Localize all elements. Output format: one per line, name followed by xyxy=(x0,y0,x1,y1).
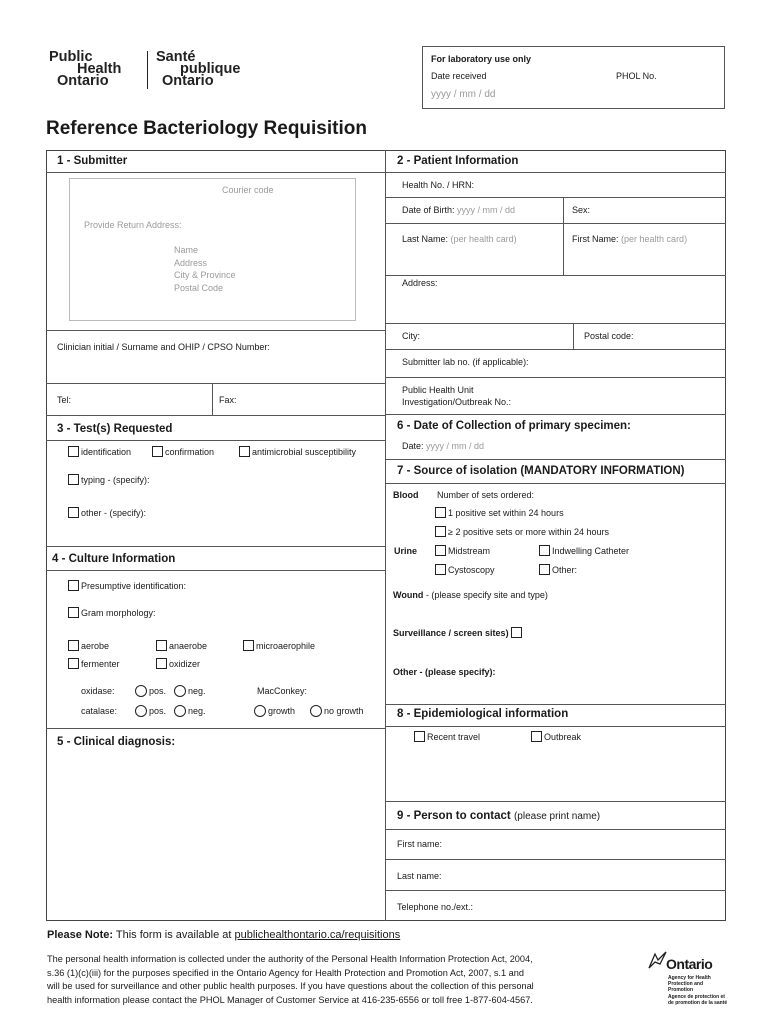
culture-microaerophile[interactable] xyxy=(243,640,315,651)
label: neg. xyxy=(188,706,206,716)
logo-fr-line1: Santé xyxy=(156,49,196,65)
label: Recent travel xyxy=(427,732,481,742)
note-text: This form is available at xyxy=(115,929,232,941)
label: growth xyxy=(268,706,296,716)
radio-icon xyxy=(135,685,147,697)
test-confirmation[interactable] xyxy=(152,446,214,457)
divider xyxy=(46,415,385,416)
s8-title: 8 - Epidemiological information xyxy=(397,708,569,720)
s6-title: 6 - Date of Collection of primary specimen: xyxy=(397,420,631,432)
wound-field[interactable] xyxy=(393,590,548,600)
divider xyxy=(385,726,726,727)
label: Presumptive identification: xyxy=(81,581,187,591)
checkbox-icon xyxy=(239,446,250,457)
radio-icon xyxy=(174,685,186,697)
urine-cystoscopy[interactable] xyxy=(435,564,495,575)
divider xyxy=(385,859,726,860)
label: confirmation xyxy=(165,447,215,457)
radio-icon xyxy=(310,705,322,717)
divider xyxy=(385,414,726,415)
please-note xyxy=(47,929,400,941)
divider xyxy=(385,197,726,198)
epi-outbreak[interactable] xyxy=(531,731,581,742)
label: oxidizer xyxy=(169,659,201,669)
first-name-field[interactable] xyxy=(572,234,687,244)
courier-code: Courier code xyxy=(222,185,274,195)
label: Indwelling Catheter xyxy=(552,546,630,556)
culture-presumptive[interactable] xyxy=(68,580,186,591)
checkbox-icon xyxy=(68,474,79,485)
divider xyxy=(46,570,385,571)
s9-title-note: (please print name) xyxy=(513,811,601,822)
logo-en-line2: Health xyxy=(77,61,122,77)
logo-divider xyxy=(147,51,148,89)
patient-postal-field[interactable]: Postal code: xyxy=(584,331,634,341)
checkbox-icon xyxy=(531,731,542,742)
label: Other: xyxy=(552,565,578,575)
s9-title-row xyxy=(397,810,600,822)
requisitions-link[interactable]: publichealthontario.ca/requisitions xyxy=(234,929,401,941)
contact-first-name[interactable]: First name: xyxy=(397,839,443,849)
first-name-label: First Name: xyxy=(572,234,619,244)
privacy-line: s.36 (1)(c)(iii) for the purposes specified in the Ontario Agency for Health Protection and Promotion Act, 2007, s.1 and xyxy=(47,967,524,978)
fax-field[interactable]: Fax: xyxy=(219,395,237,405)
agency-line: Protection and Promotion xyxy=(668,981,704,993)
return-name: Name xyxy=(174,245,199,255)
ontario-word: Ontario xyxy=(666,956,713,972)
surveillance-field[interactable] xyxy=(393,627,524,638)
label: 1 positive set within 24 hours xyxy=(448,508,564,518)
culture-gram[interactable] xyxy=(68,607,156,618)
date-label: Date: xyxy=(402,441,424,451)
column-divider xyxy=(385,150,386,921)
catalase-pos[interactable] xyxy=(135,705,166,717)
checkbox-icon xyxy=(68,507,79,518)
macconkey-no-growth[interactable] xyxy=(310,705,364,717)
hrn-field[interactable]: Health No. / HRN: xyxy=(402,180,475,190)
divider xyxy=(212,383,213,415)
divider xyxy=(385,275,726,276)
agence-line: de promotion de la santé xyxy=(668,1000,728,1006)
checkbox-icon xyxy=(435,526,446,537)
divider xyxy=(385,829,726,830)
sex-field[interactable]: Sex: xyxy=(572,205,591,215)
date-received-input[interactable]: yyyy / mm / dd xyxy=(431,89,496,100)
divider xyxy=(385,704,726,705)
s7-title: 7 - Source of isolation (MANDATORY INFORMATION) xyxy=(397,465,685,477)
last-name-field[interactable] xyxy=(402,234,517,244)
sets-label: Number of sets ordered: xyxy=(437,490,535,500)
contact-last-name[interactable]: Last name: xyxy=(397,871,442,881)
privacy-line: will be used for surveillance and other public health purposes. If you have questions about the collection of this personal xyxy=(47,981,534,991)
checkbox-icon xyxy=(68,658,79,669)
radio-icon xyxy=(174,705,186,717)
label: other - (specify): xyxy=(81,508,147,518)
urine-other[interactable] xyxy=(539,564,577,575)
label: Cystoscopy xyxy=(448,565,495,575)
return-address-label: Provide Return Address: xyxy=(84,220,182,230)
lab-use-title: For laboratory use only xyxy=(431,54,532,64)
s5-title: 5 - Clinical diagnosis: xyxy=(57,736,176,748)
label: aerobe xyxy=(81,641,110,651)
logo-en-line1: Public xyxy=(49,49,93,65)
label: ≥ 2 positive sets or more within 24 hours xyxy=(448,527,610,537)
label: pos. xyxy=(149,706,167,716)
culture-oxidizer[interactable] xyxy=(156,658,200,669)
lab-use-box xyxy=(422,46,725,109)
phol-no-label: PHOL No. xyxy=(616,71,657,81)
collection-date-field[interactable] xyxy=(402,441,484,451)
checkbox-icon xyxy=(68,640,79,651)
checkbox-icon xyxy=(243,640,254,651)
epi-recent-travel[interactable] xyxy=(414,731,480,742)
checkbox-icon xyxy=(435,507,446,518)
s2-title: 2 - Patient Information xyxy=(397,155,519,167)
date-placeholder: yyyy / mm / dd xyxy=(426,441,485,451)
s4-title: 4 - Culture Information xyxy=(52,553,176,565)
divider xyxy=(385,223,726,224)
label: neg. xyxy=(188,686,206,696)
label: typing - (specify): xyxy=(81,475,150,485)
label: anaerobe xyxy=(169,641,208,651)
divider xyxy=(46,172,385,173)
label: no growth xyxy=(324,706,364,716)
divider xyxy=(563,197,564,275)
privacy-statement xyxy=(47,953,627,1007)
divider xyxy=(385,483,726,484)
per-card-hint: (per health card) xyxy=(450,234,517,244)
agency-line: Agency for Health xyxy=(668,975,711,981)
trillium-icon xyxy=(646,950,668,970)
catalase-label: catalase: xyxy=(81,706,118,716)
blood-one-positive[interactable] xyxy=(435,507,564,518)
return-postal: Postal Code xyxy=(174,283,224,293)
submitter-lab-no-field[interactable]: Submitter lab no. (if applicable): xyxy=(402,357,529,367)
catalase-neg[interactable] xyxy=(174,705,206,717)
macconkey-label: MacConkey: xyxy=(257,686,308,696)
label: Outbreak xyxy=(544,732,582,742)
agence-line: Agence de protection et xyxy=(668,994,725,1000)
oxidase-label: oxidase: xyxy=(81,686,115,696)
patient-city-field[interactable]: City: xyxy=(402,331,420,341)
label: Gram morphology: xyxy=(81,608,156,618)
divider xyxy=(573,323,574,349)
divider xyxy=(46,330,385,331)
divider xyxy=(385,172,726,173)
checkbox-icon xyxy=(152,446,163,457)
clinical-diagnosis-field[interactable] xyxy=(47,755,384,920)
divider xyxy=(46,440,385,441)
checkbox-icon xyxy=(435,545,446,556)
checkbox-icon xyxy=(414,731,425,742)
wound-label: Wound xyxy=(393,590,424,600)
urine-label: Urine xyxy=(394,546,418,556)
divider xyxy=(46,728,385,729)
wound-spec: - (please specify site and type) xyxy=(425,590,548,600)
checkbox-icon xyxy=(156,658,167,669)
label: antimicrobial susceptibility xyxy=(252,447,357,457)
tel-field[interactable]: Tel: xyxy=(57,395,72,405)
label: pos. xyxy=(149,686,167,696)
return-city: City & Province xyxy=(174,270,236,280)
urine-midstream[interactable] xyxy=(435,545,490,556)
phu-outbreak-field[interactable]: Investigation/Outbreak No.: xyxy=(402,397,512,407)
label: Midstream xyxy=(448,546,491,556)
last-name-label: Last Name: xyxy=(402,234,449,244)
divider xyxy=(385,801,726,802)
divider xyxy=(46,546,385,547)
dob-label: Date of Birth: xyxy=(402,205,455,215)
page-title: Reference Bacteriology Requisition xyxy=(46,118,367,139)
macconkey-growth[interactable] xyxy=(254,705,295,717)
patient-address-field[interactable]: Address: xyxy=(402,278,438,288)
ontario-logo xyxy=(646,950,728,1010)
label: fermenter xyxy=(81,659,120,669)
test-identification[interactable] xyxy=(68,446,131,457)
logo-fr-line3: Ontario xyxy=(162,73,214,89)
label: Surveillance / screen sites) xyxy=(393,628,509,638)
note-label: Please Note: xyxy=(47,929,114,941)
pho-logo xyxy=(49,51,249,91)
culture-fermenter[interactable] xyxy=(68,658,120,669)
logo-fr-line2: publique xyxy=(180,61,241,77)
radio-icon xyxy=(254,705,266,717)
privacy-line: The personal health information is collected under the authority of the Personal Health Information Protection Act, 2004, xyxy=(47,954,533,964)
checkbox-icon xyxy=(68,446,79,457)
per-card-hint: (per health card) xyxy=(621,234,688,244)
divider xyxy=(385,349,726,350)
culture-aerobe[interactable] xyxy=(68,640,109,651)
checkbox-icon xyxy=(435,564,446,575)
test-other[interactable] xyxy=(68,507,146,518)
checkbox-icon xyxy=(68,607,79,618)
checkbox-icon xyxy=(156,640,167,651)
checkbox-icon xyxy=(539,545,550,556)
phu-line1: Public Health Unit xyxy=(402,385,474,395)
test-typing[interactable] xyxy=(68,474,150,485)
clinician-field[interactable]: Clinician initial / Surname and OHIP / CPSO Number: xyxy=(57,342,270,352)
divider xyxy=(385,890,726,891)
label: identification xyxy=(81,447,132,457)
privacy-line: health information please contact the PHOL Manager of Customer Service at 416-235-6556 or toll free 1-877-604-4567. xyxy=(47,994,533,1005)
urine-indwelling[interactable] xyxy=(539,545,629,556)
test-antimicrobial[interactable] xyxy=(239,446,356,457)
blood-label: Blood xyxy=(393,490,419,500)
s3-title: 3 - Test(s) Requested xyxy=(57,423,173,435)
culture-anaerobe[interactable] xyxy=(156,640,207,651)
divider xyxy=(385,377,726,378)
date-received-label: Date received xyxy=(431,71,487,81)
return-address-box[interactable] xyxy=(69,178,356,321)
divider xyxy=(385,323,726,324)
checkbox-icon xyxy=(511,627,522,638)
dob-placeholder: yyyy / mm / dd xyxy=(457,205,516,215)
radio-icon xyxy=(135,705,147,717)
oxidase-pos[interactable] xyxy=(135,685,166,697)
contact-telephone[interactable]: Telephone no./ext.: xyxy=(397,902,474,912)
divider xyxy=(385,459,726,460)
other-specify-field[interactable]: Other - (please specify): xyxy=(393,667,496,677)
blood-two-positive[interactable] xyxy=(435,526,609,537)
dob-field[interactable] xyxy=(402,205,515,215)
checkbox-icon xyxy=(539,564,550,575)
s9-title: 9 - Person to contact xyxy=(397,810,511,822)
checkbox-icon xyxy=(68,580,79,591)
oxidase-neg[interactable] xyxy=(174,685,206,697)
label: microaerophile xyxy=(256,641,316,651)
return-address: Address xyxy=(174,258,208,268)
s1-title: 1 - Submitter xyxy=(57,155,128,167)
divider xyxy=(46,383,385,384)
ontario-agency xyxy=(668,975,728,1006)
logo-en-line3: Ontario xyxy=(57,73,109,89)
